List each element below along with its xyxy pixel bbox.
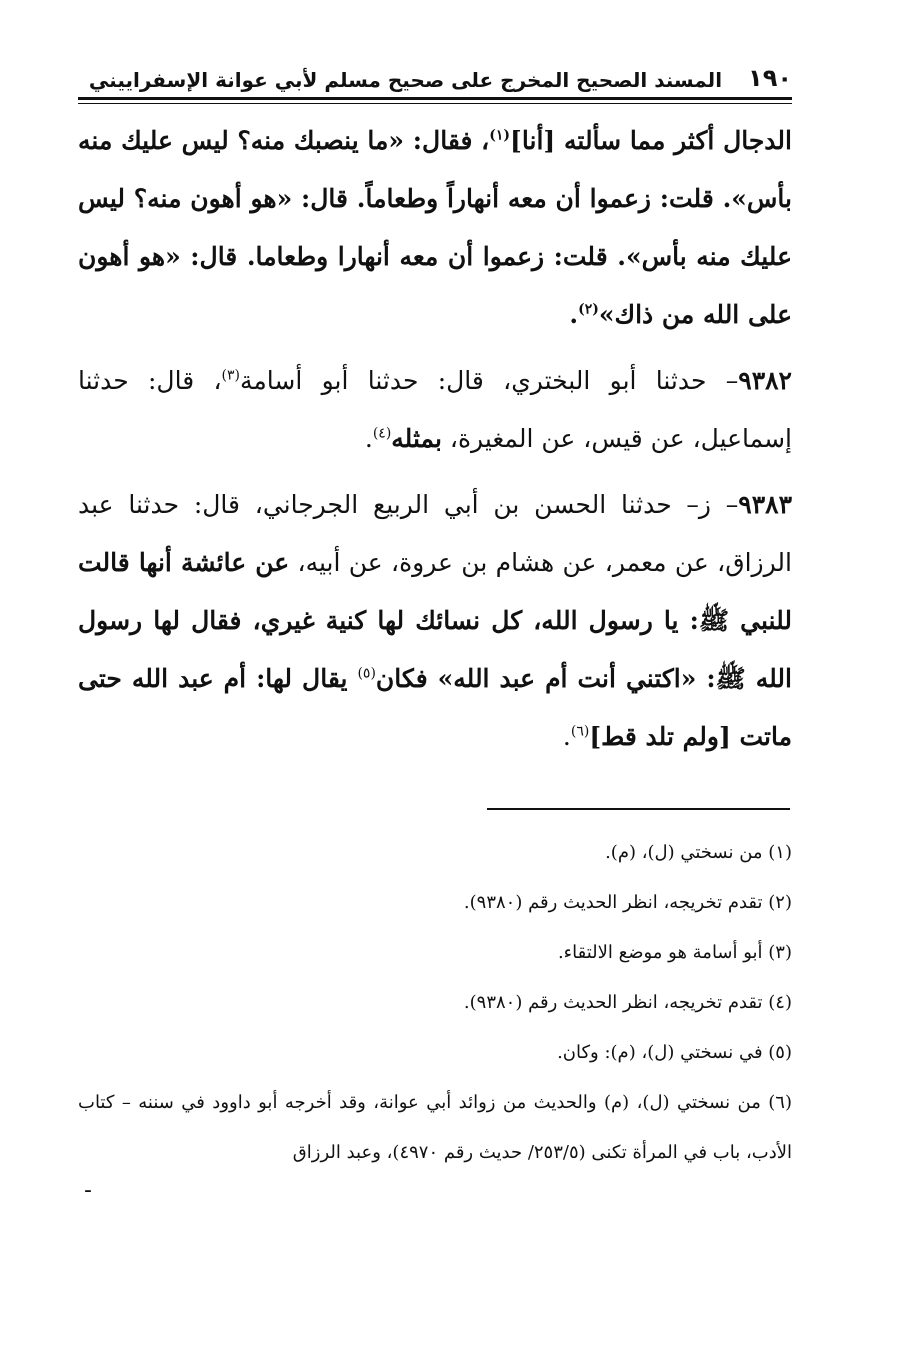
p1-text-3: .	[569, 300, 579, 329]
p2-text-2: ، قال: حدثنا إسماعيل، عن قيس، عن المغيرة،	[78, 366, 792, 453]
p3-bold-2: يقال لها: أم عبد الله حتى ماتت [ولم تلد قط]	[78, 664, 792, 751]
footnote-ref-2: (٢)	[578, 301, 599, 318]
p2-text-3: .	[364, 424, 373, 453]
footnote-5: (٥) في نسختي (ل)، (م): وكان.	[557, 1042, 792, 1063]
footnote-ref-3: (٣)	[221, 367, 240, 384]
page-number: ١٩٠	[748, 64, 792, 92]
footnote-ref-5: (٥)	[357, 665, 376, 682]
p1-text-1: الدجال أكثر مما سألته [أنا]	[510, 126, 792, 155]
footnote-4: (٤) تقدم تخريجه، انظر الحديث رقم (٩٣٨٠).	[463, 992, 792, 1013]
continuation-dash: -	[84, 1178, 92, 1203]
footnote-ref-6: (٦)	[570, 723, 590, 740]
hadith-number-9382: ٩٣٨٢	[738, 366, 792, 395]
p3-bold-1: عن عائشة أنها قالت للنبي ﷺ: يا رسول الله، كل نسائك لها كنية غيري، فقال لها رسول الله ﷺ: «اكتني أنت أم عبد الله» فكان	[78, 548, 792, 693]
footnote-ref-1: (١)	[489, 127, 511, 144]
hadith-number-9383: ٩٣٨٣	[738, 490, 792, 519]
hadith-9383	[78, 476, 792, 766]
footnotes	[78, 828, 792, 1178]
p3-text-2: .	[562, 722, 571, 751]
footnote-2: (٢) تقدم تخريجه، انظر الحديث رقم (٩٣٨٠).	[463, 892, 792, 913]
p2-text-1: – حدثنا أبو البختري، قال: حدثنا أبو أسامة	[239, 366, 739, 395]
footnote-3: (٣) أبو أسامة هو موضع الالتقاء.	[557, 942, 792, 963]
page-header	[78, 62, 792, 92]
footnote-1: (١) من نسختي (ل)، (م).	[605, 842, 792, 863]
main-text	[78, 112, 792, 774]
footnote-separator	[487, 808, 790, 810]
hadith-9382	[78, 352, 792, 468]
header-rule-thick	[78, 97, 792, 100]
footnote-6: (٦) من نسختي (ل)، (م) والحديث من زوائد أبي عوانة، وقد أخرجه أبو داوود في سننه – كتاب الأدب، باب في المرأة تكنى (٢٥٣/٥/ حديث رقم ٤٩٧٠)، وعبد الرزاق	[78, 1092, 792, 1163]
paragraph-1	[78, 112, 792, 344]
footnote-ref-4: (٤)	[372, 425, 392, 442]
p1-text-2: ، فقال: «ما ينصبك منه؟ ليس عليك منه بأس». قلت: زعموا أن معه أنهاراً وطعاماً. قال: «هو أهون منه؟ ليس عليك منه بأس». قلت: زعموا أن معه أنهارا وطعاما. قال: «هو أهون على الله من ذاك»	[78, 126, 792, 329]
running-title: المسند الصحيح المخرج على صحيح مسلم لأبي عوانة الإسفراييني	[88, 68, 723, 92]
p3-text-1: – ز– حدثنا الحسن بن أبي الربيع الجرجاني، قال: حدثنا عبد الرزاق، عن معمر، عن هشام بن عروة، عن أبيه،	[78, 490, 792, 577]
header-rule-thin	[78, 103, 792, 104]
p2-bold-1: بمثله	[391, 424, 442, 453]
